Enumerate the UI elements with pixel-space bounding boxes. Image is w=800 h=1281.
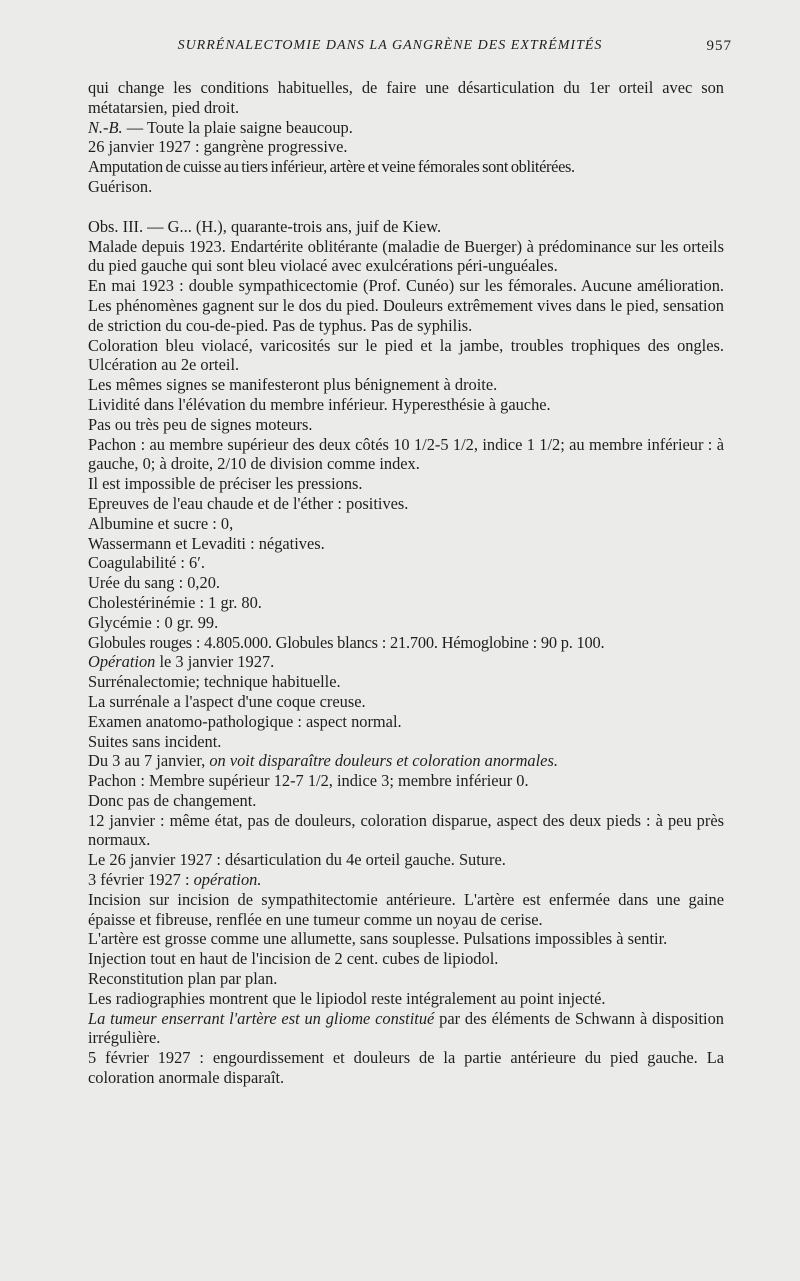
paragraph: La surrénale a l'aspect d'une coque creuse.: [88, 691, 366, 711]
paragraph: Pas ou très peu de signes moteurs.: [88, 414, 313, 434]
paragraph: 5 février 1927 : engourdissement et douleurs de la partie antérieure du pied gauche. La coloration anormale disparaît.: [88, 1048, 724, 1088]
italic-text: opération.: [193, 870, 262, 890]
paragraph: Urée du sang : 0,20.: [88, 573, 221, 593]
paragraph: Cholestérinémie : 1 gr. 80.: [88, 592, 262, 612]
paragraph: Les radiographies montrent que le lipiodol reste intégralement au point injecté.: [88, 988, 606, 1008]
paragraph: Le 26 janvier 1927 : désarticulation du 4e orteil gauche. Suture.: [88, 850, 506, 870]
paragraph: La tumeur enserrant l'artère est un gliome constitué par des éléments de Schwann à disposition irrégulière.: [88, 1008, 724, 1048]
paragraph: Pachon : Membre supérieur 12-7 1/2, indice 3; membre inférieur 0.: [88, 771, 529, 791]
paragraph: Pachon : au membre supérieur des deux côtés 10 1/2-5 1/2, indice 1 1/2; au membre inférieur : à gauche, 0; à droite, 2/10 de division comme index.: [88, 434, 724, 474]
paragraph: Lividité dans l'élévation du membre inférieur. Hyperesthésie à gauche.: [88, 394, 551, 414]
paragraph: Glycémie : 0 gr. 99.: [88, 612, 219, 632]
paragraph: Opération le 3 janvier 1927.: [88, 652, 275, 672]
italic-text: on voit disparaître douleurs et coloration anormales.: [209, 751, 558, 771]
italic-text: La tumeur enserrant l'artère est un gliome constitué: [88, 1008, 435, 1028]
paragraph: Albumine et sucre : 0,: [88, 513, 234, 533]
paragraph: Amputation de cuisse au tiers inférieur, artère et veine fémorales sont oblitérées.: [88, 157, 575, 177]
page-header: [88, 38, 732, 58]
page-number: 957: [706, 38, 732, 54]
paragraph: Coagulabilité : 6′.: [88, 553, 205, 573]
observation-heading: Obs. III. — G... (H.), quarante-trois ans, juif de Kiew.: [88, 216, 442, 236]
paragraph: Coloration bleu violacé, varicosités sur le pied et la jambe, troubles trophiques des ongles. Ulcération au 2e orteil.: [88, 335, 724, 375]
paragraph: En mai 1923 : double sympathicectomie (Prof. Cunéo) sur les fémorales. Aucune amélioration. Les phénomènes gagnent sur le dos du pied. Douleurs extrêmement vives dans le pied, sensation de striction du cou-de-pied. Pas de typhus. Pas de syphilis.: [88, 276, 724, 335]
paragraph: 26 janvier 1927 : gangrène progressive.: [88, 137, 348, 157]
italic-label: N.-B.: [88, 117, 123, 137]
paragraph: Globules rouges : 4.805.000. Globules blancs : 21.700. Hémoglobine : 90 p. 100.: [88, 632, 605, 652]
paragraph: 3 février 1927 : opération.: [88, 870, 262, 890]
paragraph: Reconstitution plan par plan.: [88, 969, 278, 989]
paragraph: Wassermann et Levaditi : négatives.: [88, 533, 325, 553]
italic-label: Opération: [88, 652, 156, 672]
paragraph: Suites sans incident.: [88, 731, 222, 751]
paragraph: Examen anatomo-pathologique : aspect normal.: [88, 711, 402, 731]
paragraph: N.-B. — Toute la plaie saigne beaucoup.: [88, 117, 353, 137]
paragraph: Les mêmes signes se manifesteront plus bénignement à droite.: [88, 375, 498, 395]
body-text: [88, 78, 724, 1088]
paragraph: Du 3 au 7 janvier, on voit disparaître douleurs et coloration anormales.: [88, 751, 558, 771]
paragraph: Il est impossible de préciser les pressions.: [88, 474, 363, 494]
paragraph: Injection tout en haut de l'incision de 2 cent. cubes de lipiodol.: [88, 949, 499, 969]
paragraph: Donc pas de changement.: [88, 790, 257, 810]
paragraph: Malade depuis 1923. Endartérite oblitérante (maladie de Buerger) à prédominance sur les orteils du pied gauche qui sont bleu violacé avec exulcérations péri-unguéales.: [88, 236, 724, 276]
paragraph: Surrénalectomie; technique habituelle.: [88, 672, 341, 692]
paragraph: L'artère est grosse comme une allumette, sans souplesse. Pulsations impossibles à sentir.: [88, 929, 668, 949]
paragraph: 12 janvier : même état, pas de douleurs, coloration disparue, aspect des deux pieds : à peu près normaux.: [88, 810, 724, 850]
paragraph: Guérison.: [88, 176, 153, 196]
running-title: SURRÉNALECTOMIE DANS LA GANGRÈNE DES EXTRÉMITÉS: [177, 38, 603, 53]
paragraph: Epreuves de l'eau chaude et de l'éther : positives.: [88, 493, 409, 513]
paragraph: qui change les conditions habituelles, de faire une désarticulation du 1er orteil avec son métatarsien, pied droit.: [88, 78, 724, 117]
paragraph: Incision sur incision de sympathitectomie antérieure. L'artère est enfermée dans une gaine épaisse et fibreuse, renflée en une tumeur comme un noyau de cerise.: [88, 889, 724, 929]
